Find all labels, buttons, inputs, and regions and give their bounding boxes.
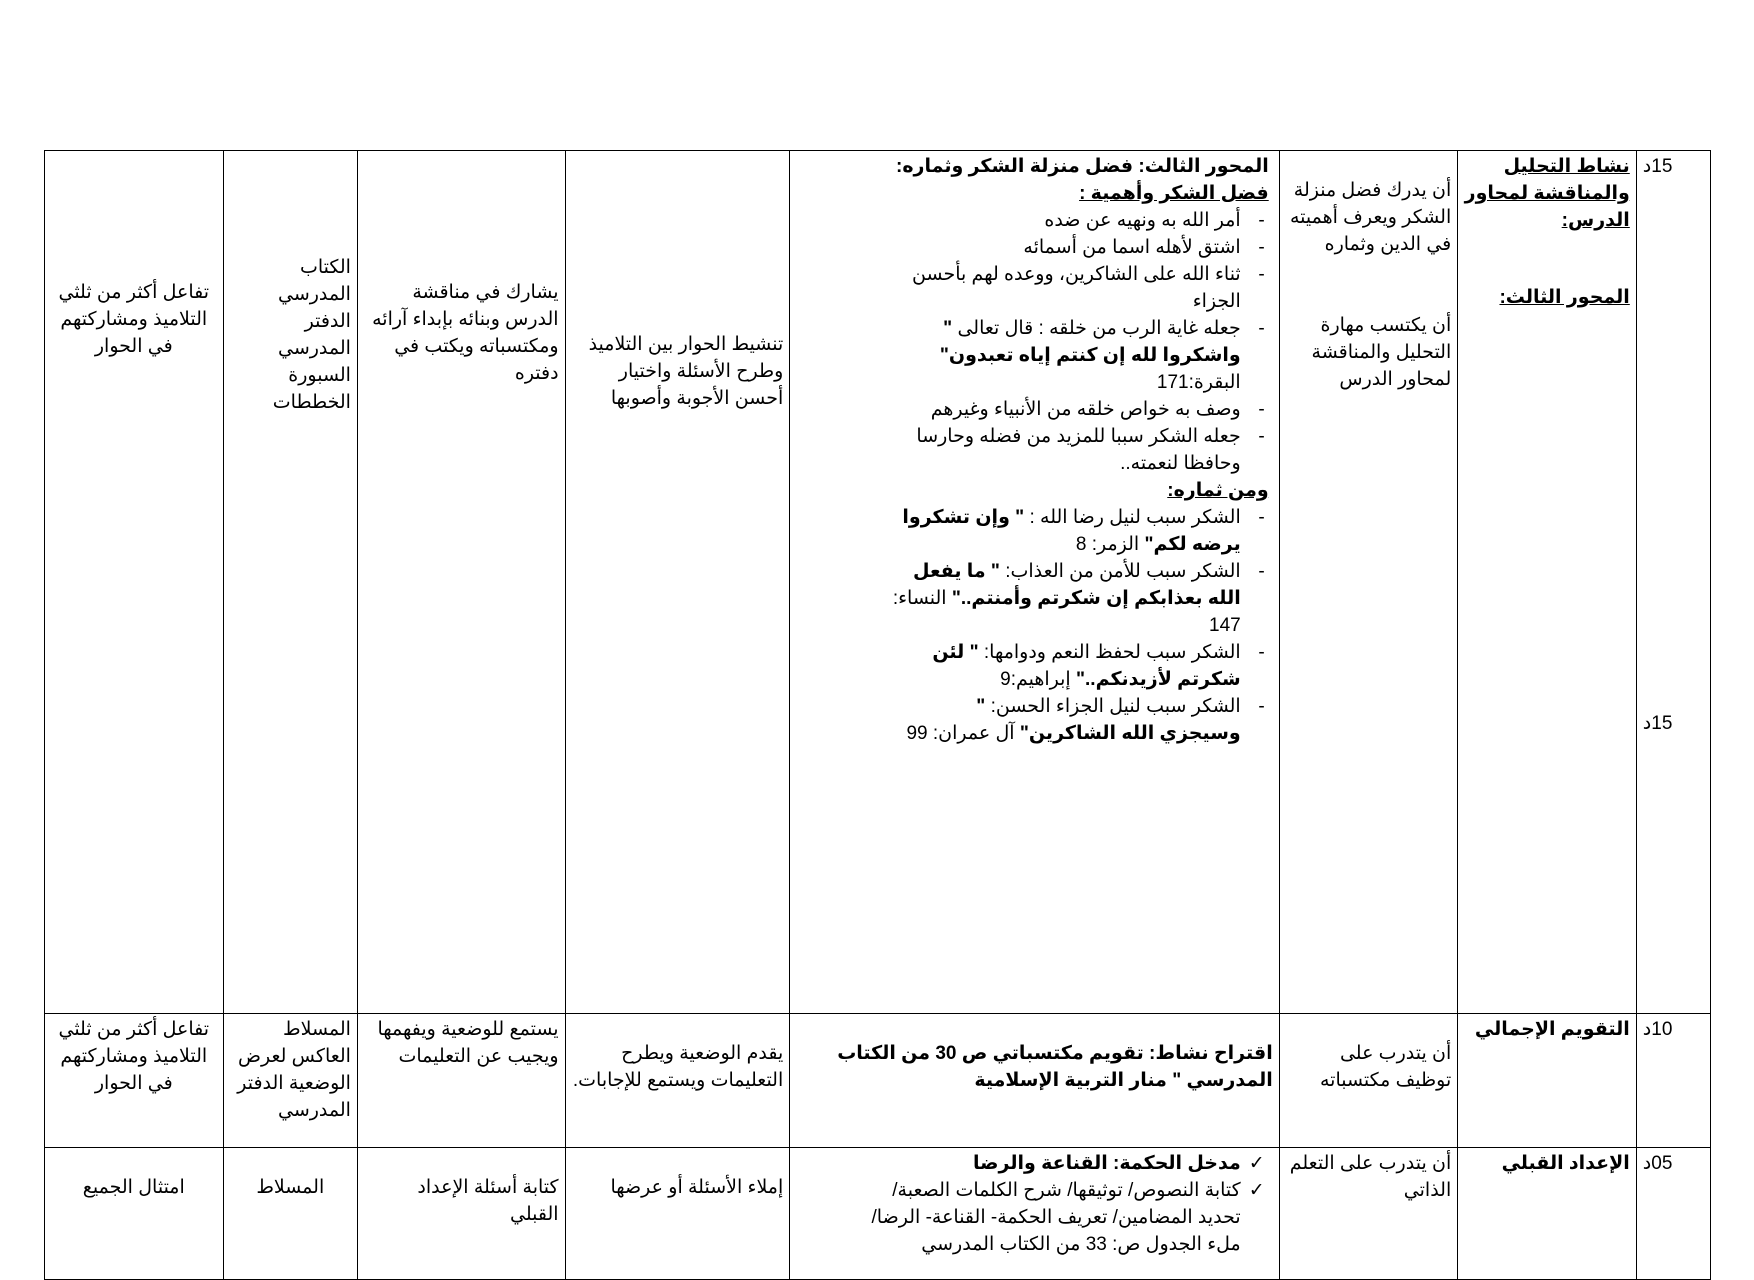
time-cell bbox=[1636, 1014, 1710, 1148]
time-cell bbox=[1636, 151, 1710, 1014]
content-cell bbox=[790, 1148, 1279, 1280]
evaluation-cell bbox=[45, 1148, 224, 1280]
list-item: - وصف به خواص خلقه من الأنبياء وغيرهم bbox=[890, 396, 1268, 423]
quran-ref: الزمر: 8 bbox=[1075, 534, 1140, 555]
list-item: ✓ كتابة النصوص/ توثيقها/ شرح الكلمات الصعبة/ تحديد المضامين/ تعريف الحكمة- القناعة- الرضا/ملء الجدول ص: 33 من الكتاب المدرسي bbox=[870, 1177, 1268, 1258]
learner-activity: يستمع للوضعية ويفهمها ويجيب عن التعليمات bbox=[377, 1019, 559, 1067]
teacher-activity: إملاء الأسئلة أو عرضها bbox=[610, 1177, 784, 1198]
stage-subtitle: المحور الثالث: bbox=[1499, 287, 1630, 308]
time-value: 10د bbox=[1642, 1019, 1673, 1040]
list-item: - أمر الله به ونهيه عن ضده bbox=[890, 207, 1268, 234]
teacher-activity-cell bbox=[565, 151, 790, 1014]
content-text: اقتراح نشاط: تقويم مكتسباتي ص 30 من الكتاب المدرسي " منار التربية الإسلامية bbox=[837, 1043, 1273, 1091]
resources: الكتاب المدرسي الدفتر المدرسي السبورة الخططات bbox=[272, 257, 351, 413]
fruits-list bbox=[890, 504, 1268, 747]
resources-cell bbox=[223, 1148, 357, 1280]
item-text: الشكر سبب لنيل رضا الله : bbox=[1029, 507, 1241, 528]
importance-list bbox=[890, 207, 1268, 477]
resources-cell bbox=[223, 151, 357, 1014]
evaluation: امتثال الجميع bbox=[82, 1177, 185, 1198]
item-text: الشكر سبب لنيل الجزاء الحسن: bbox=[990, 696, 1241, 717]
resources: المسلاط bbox=[256, 1177, 325, 1198]
lesson-plan-table bbox=[44, 150, 1711, 1280]
list-item bbox=[890, 558, 1268, 639]
evaluation-cell bbox=[45, 151, 224, 1014]
quran-ref: آل عمران: 99 bbox=[906, 723, 1015, 744]
objective-cell bbox=[1279, 151, 1458, 1014]
time-value: 05د bbox=[1642, 1153, 1673, 1174]
quran-quote: " وإن تشكروا يرضه لكم" bbox=[902, 507, 1241, 555]
objective-cell bbox=[1279, 1148, 1458, 1280]
list-item bbox=[890, 315, 1268, 396]
learner-activity-cell bbox=[357, 1014, 565, 1148]
stage-cell bbox=[1458, 1148, 1637, 1280]
resources: المسلاط العاكس لعرض الوضعية الدفتر المدرسي bbox=[237, 1019, 351, 1121]
evaluation-cell bbox=[45, 1014, 224, 1148]
learner-activity-cell bbox=[357, 151, 565, 1014]
objective-text: أن يتدرب على التعلم الذاتي bbox=[1289, 1153, 1452, 1201]
quran-quote: " وسيجزي الله الشاكرين" bbox=[976, 696, 1241, 744]
evaluation: تفاعل أكثر من ثلثي التلاميذ ومشاركتهم في الحوار bbox=[58, 282, 210, 357]
stage-title: نشاط التحليل والمناقشة لمحاور الدرس: bbox=[1464, 156, 1630, 231]
list-item: - ثناء الله على الشاكرين، ووعده لهم بأحسن الجزاء bbox=[890, 261, 1268, 315]
table-row bbox=[45, 1148, 1711, 1280]
quran-quote: " لئن شكرتم لأزيدنكم.." bbox=[932, 642, 1241, 690]
stage-cell bbox=[1458, 151, 1637, 1014]
stage-cell bbox=[1458, 1014, 1637, 1148]
list-item bbox=[890, 693, 1268, 747]
quran-quote: " ما يفعل الله بعذابكم إن شكرتم وأمنتم.." bbox=[912, 561, 1241, 609]
list-item bbox=[890, 639, 1268, 693]
item-text: الشكر سبب لحفظ النعم ودوامها: bbox=[983, 642, 1241, 663]
quran-ref: النساء: 147 bbox=[892, 588, 1241, 636]
time-value: 15د bbox=[1642, 156, 1673, 177]
quran-ref: البقرة:171 bbox=[1156, 372, 1241, 393]
stage-title: الإعداد القبلي bbox=[1501, 1153, 1630, 1174]
learner-activity-cell bbox=[357, 1148, 565, 1280]
table-row bbox=[45, 1014, 1711, 1148]
evaluation: تفاعل أكثر من ثلثي التلاميذ ومشاركتهم في الحوار bbox=[58, 1019, 210, 1094]
time-value-2: 15د bbox=[1642, 713, 1673, 734]
objective-text-2: أن يكتسب مهارة التحليل والمناقشة لمحاور الدرس bbox=[1311, 315, 1452, 390]
resources-cell bbox=[223, 1014, 357, 1148]
content-title: المحور الثالث: فضل منزلة الشكر وثماره: bbox=[896, 156, 1269, 177]
list-item: - اشتق لأهله اسما من أسمائه bbox=[890, 234, 1268, 261]
list-item bbox=[890, 504, 1268, 558]
list-item: ✓ مدخل الحكمة: القناعة والرضا bbox=[870, 1150, 1268, 1177]
objective-text: أن يدرك فضل منزلة الشكر ويعرف أهميته في الدين وثماره bbox=[1289, 180, 1452, 255]
item-text: جعله غاية الرب من خلقه : قال تعالى bbox=[957, 318, 1241, 339]
prep-list bbox=[870, 1150, 1268, 1258]
content-subtitle: فضل الشكر وأهمية : bbox=[1079, 183, 1269, 204]
stage-title: التقويم الإجمالي bbox=[1474, 1019, 1630, 1040]
objective-cell bbox=[1279, 1014, 1458, 1148]
table-row bbox=[45, 151, 1711, 1014]
teacher-activity: تنشيط الحوار بين التلاميذ وطرح الأسئلة واختيار أحسن الأجوبة وأصوبها bbox=[588, 334, 784, 409]
content-cell bbox=[790, 1014, 1279, 1148]
quran-ref: إبراهيم:9 bbox=[1000, 669, 1071, 690]
item-text: الشكر سبب للأمن من العذاب: bbox=[1005, 561, 1241, 582]
teacher-activity-cell bbox=[565, 1148, 790, 1280]
fruits-subtitle: ومن ثماره: bbox=[1167, 480, 1269, 501]
learner-activity: يشارك في مناقشة الدرس وبنائه بإبداء آرائه ومكتسباته ويكتب في دفتره bbox=[372, 282, 559, 384]
list-item: - جعله الشكر سببا للمزيد من فضله وحارسا وحافظا لنعمته.. bbox=[890, 423, 1268, 477]
time-cell bbox=[1636, 1148, 1710, 1280]
objective-text: أن يتدرب على توظيف مكتسباته bbox=[1319, 1043, 1452, 1091]
quran-quote: " واشكروا لله إن كنتم إياه تعبدون" bbox=[939, 318, 1241, 366]
teacher-activity-cell bbox=[565, 1014, 790, 1148]
teacher-activity: يقدم الوضعية ويطرح التعليمات ويستمع للإجابات. bbox=[572, 1043, 784, 1091]
learner-activity: كتابة أسئلة الإعداد القبلي bbox=[417, 1177, 559, 1225]
content-cell bbox=[790, 151, 1279, 1014]
